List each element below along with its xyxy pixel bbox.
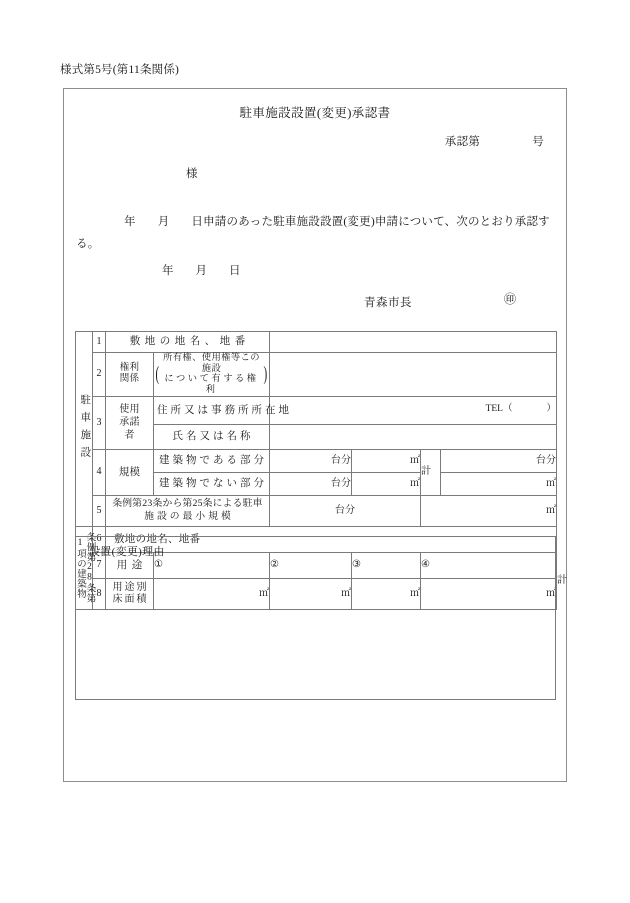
row1-label: 敷地の地名、地番 — [106, 332, 270, 353]
table-row — [76, 396, 557, 424]
row4-sub1-area-unit: ㎡ — [410, 454, 420, 466]
row1-input-cell[interactable] — [270, 332, 557, 353]
table-row — [76, 353, 557, 397]
table-row — [76, 449, 557, 472]
row5-area-unit: ㎡ — [546, 504, 556, 516]
body-month-label: 月 — [157, 216, 170, 228]
row7-item3-marker: ③ — [352, 559, 361, 570]
approval-number-suffix: 号 — [532, 136, 544, 148]
row7-item4-marker: ④ — [421, 559, 430, 570]
table-row — [76, 495, 557, 526]
row7-item1-marker: ① — [154, 559, 163, 570]
body-year-label: 年 — [124, 216, 136, 228]
row3-number: 3 — [93, 396, 106, 449]
row4-sub1-area-cell[interactable] — [352, 449, 421, 472]
row8-number: 8 — [93, 578, 106, 609]
row3-name-input-cell[interactable] — [270, 424, 557, 449]
row8-item4-area-unit: ㎡ — [546, 587, 556, 599]
bracket-open: ( — [155, 363, 160, 386]
row3-address-input-cell[interactable] — [270, 396, 557, 424]
row2-number: 2 — [93, 353, 106, 397]
row2-input-cell[interactable] — [270, 353, 557, 397]
row2-bracket-line1: 所有権、使用権等この施設 — [163, 353, 260, 374]
page-frame — [63, 88, 567, 782]
section-label-ordinance-col1: 条例第28条第 — [84, 532, 95, 604]
row4-total-area-unit: ㎡ — [546, 477, 556, 489]
seal-icon: ㊞ — [504, 292, 517, 306]
section-label-parking-facility-text: 駐車施設 — [79, 393, 91, 464]
row4-label: 規模 — [106, 449, 154, 495]
row7-number: 7 — [93, 552, 106, 578]
row4-sub1-label: 建築物である部分 — [154, 449, 270, 472]
row5-cars-unit: 台分 — [335, 504, 355, 516]
approval-number-line — [445, 133, 544, 149]
tel-label: TEL（ — [485, 404, 513, 415]
body-paragraph — [76, 211, 554, 255]
row3-sub1-label: 住所又は事務所所在地 — [154, 396, 270, 424]
row8-label: 用途別 床面積 — [106, 578, 154, 609]
row4-total-label: 計 — [421, 449, 441, 495]
tel-close: ） — [546, 404, 556, 415]
row6-label: 敷地の地名、地番 — [106, 526, 557, 552]
row2-label: 権利 関係 — [106, 353, 154, 397]
date-day-label: 日 — [229, 265, 241, 277]
row4-sub2-area-unit: ㎡ — [410, 477, 420, 489]
row4-sub2-cars-cell[interactable] — [270, 472, 352, 495]
row4-sub2-cars-unit: 台分 — [331, 477, 351, 489]
row3-sub2-label: 氏名又は名称 — [154, 424, 270, 449]
row4-number: 4 — [93, 449, 106, 495]
row2-bracket-note — [154, 353, 270, 397]
row4-sub2-area-cell[interactable] — [352, 472, 421, 495]
document-title: 駐車施設設置(変更)承認書 — [239, 106, 391, 120]
row7-item2-marker: ② — [270, 559, 279, 570]
row7-label: 用途 — [106, 552, 154, 578]
row4-total-cars-cell[interactable] — [441, 449, 557, 472]
row4-sub1-cars-cell[interactable] — [270, 449, 352, 472]
row4-sub2-label: 建築物でない部分 — [154, 472, 270, 495]
row4-sub1-cars-unit: 台分 — [331, 454, 351, 466]
row8-item1-area-unit: ㎡ — [259, 587, 269, 599]
form-number: 様式第5号(第11条関係) — [60, 64, 180, 76]
section-label-ordinance-col2: 1項の建築物 — [75, 537, 85, 598]
section-label-parking-facility — [76, 332, 93, 527]
row6-number: 6 — [93, 526, 106, 552]
row4-total-area-cell[interactable] — [441, 472, 557, 495]
signer-name: 青森市長 — [364, 297, 412, 309]
row4-total-cars-unit: 台分 — [536, 454, 556, 466]
date-year-label: 年 — [162, 265, 174, 277]
row1-number: 1 — [93, 332, 106, 353]
row5-area-cell[interactable] — [421, 495, 557, 526]
date-month-label: 月 — [195, 265, 207, 277]
row8-item2-area-unit: ㎡ — [341, 587, 351, 599]
row5-cars-cell[interactable] — [270, 495, 421, 526]
approval-number-label: 承認第 — [444, 136, 481, 148]
row3-label: 使用 承諾 者 — [106, 396, 154, 449]
addressee-honorific: 様 — [186, 168, 198, 180]
reason-label: 設置(変更)理由 — [89, 546, 165, 558]
row8-item3-area-unit: ㎡ — [410, 587, 420, 599]
table-row — [76, 332, 557, 353]
row5-number: 5 — [93, 495, 106, 526]
table-row: 7 用途 ① ② ③ ④ 計 — [76, 552, 557, 578]
body-statement: 日申請のあった駐車施設設置(変更)申請について、次のとおり承認する。 — [76, 216, 550, 250]
reason-box[interactable] — [75, 536, 556, 700]
bracket-close: ) — [263, 363, 268, 386]
row2-bracket-line2: について有する権利 — [164, 374, 259, 396]
row5-label: 条例第23条から第25条による駐車 施設の最小規模 — [106, 495, 270, 526]
issue-date-line — [162, 262, 241, 278]
